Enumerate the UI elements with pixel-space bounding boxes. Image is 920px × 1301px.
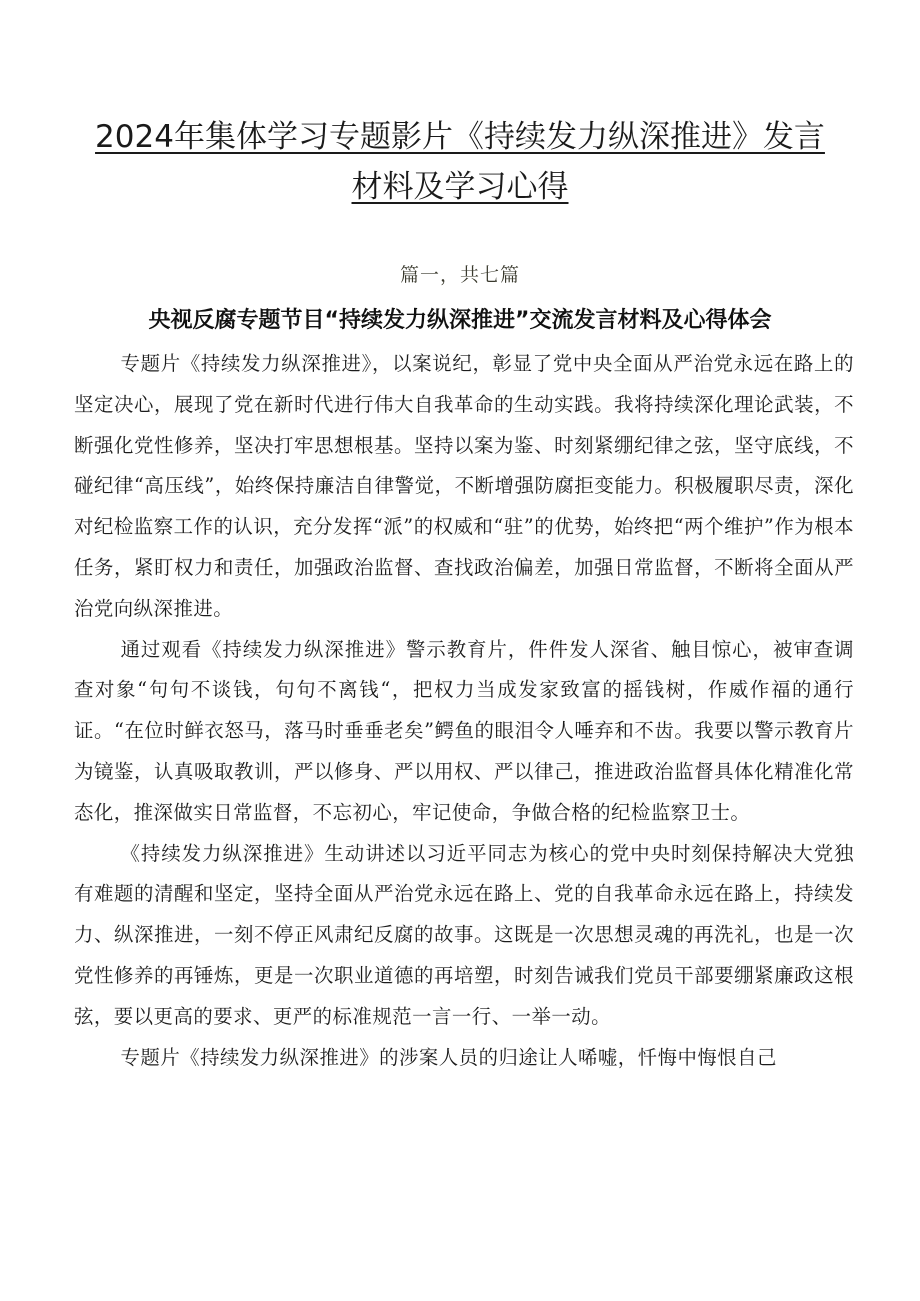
section-label: 篇一，共七篇: [399, 264, 520, 286]
paragraph: 专题片《持续发力纵深推进》的涉案人员的归途让人唏嘘，忏悔中悔恨自己: [120, 1045, 777, 1069]
paragraph: 《持续发力纵深推进》生动讲述以习近平同志为核心的党中央时刻保持解决大党独有难题的清醒和坚定，坚持全面从严治党永远在路上、党的自我革命永远在路上，持续发力、纵深推进，一刻不停正风肃纪反腐的故事。这既是一次思想灵魂的再洗礼，也是一次党性修养的再锤炼，更是一次职业道德的再培塑，时刻告诫我们党员干部要绷紧廉政这根弦，要以更高的要求、更严的标准规范一言一行、一举一动。: [74, 841, 854, 1028]
document-title: 2024年集体学习专题影片《持续发力纵深推进》发言材料及学习心得: [95, 119, 825, 205]
paragraph: 专题片《持续发力纵深推进》，以案说纪，彰显了党中央全面从严治党永远在路上的坚定决心，展现了党在新时代进行伟大自我革命的生动实践。我将持续深化理论武装，不断强化党性修养，坚决打牢思想根基。坚持以案为鉴、时刻紧绷纪律之弦，坚守底线，不碰纪律“高压线”，始终保持廉洁自律警觉，不断增强防腐拒变能力。积极履职尽责，深化对纪检监察工作的认识，充分发挥“派”的权威和“驻”的优势，始终把“两个维护”作为根本任务，紧盯权力和责任，加强政治监督、查找政治偏差，加强日常监督，不断将全面从严治党向纵深推进。: [74, 352, 854, 620]
paragraph: 通过观看《持续发力纵深推进》警示教育片，件件发人深省、触目惊心，被审查调查对象“句句不谈钱，句句不离钱“，把权力当成发家致富的摇钱树，作威作福的通行证。“在位时鲜衣怒马，落马时垂垂老矣”鳄鱼的眼泪令人唾弃和不齿。我要以警示教育片为镜鉴，认真吸取教训，严以修身、严以用权、严以律己，推进政治监督具体化精准化常态化，推深做实日常监督，不忘初心，牢记使命，争做合格的纪检监察卫士。: [74, 637, 854, 824]
body-text: [74, 344, 854, 1078]
section-heading: 央视反腐专题节目“持续发力纵深推进”交流发言材料及心得体会: [148, 308, 772, 333]
